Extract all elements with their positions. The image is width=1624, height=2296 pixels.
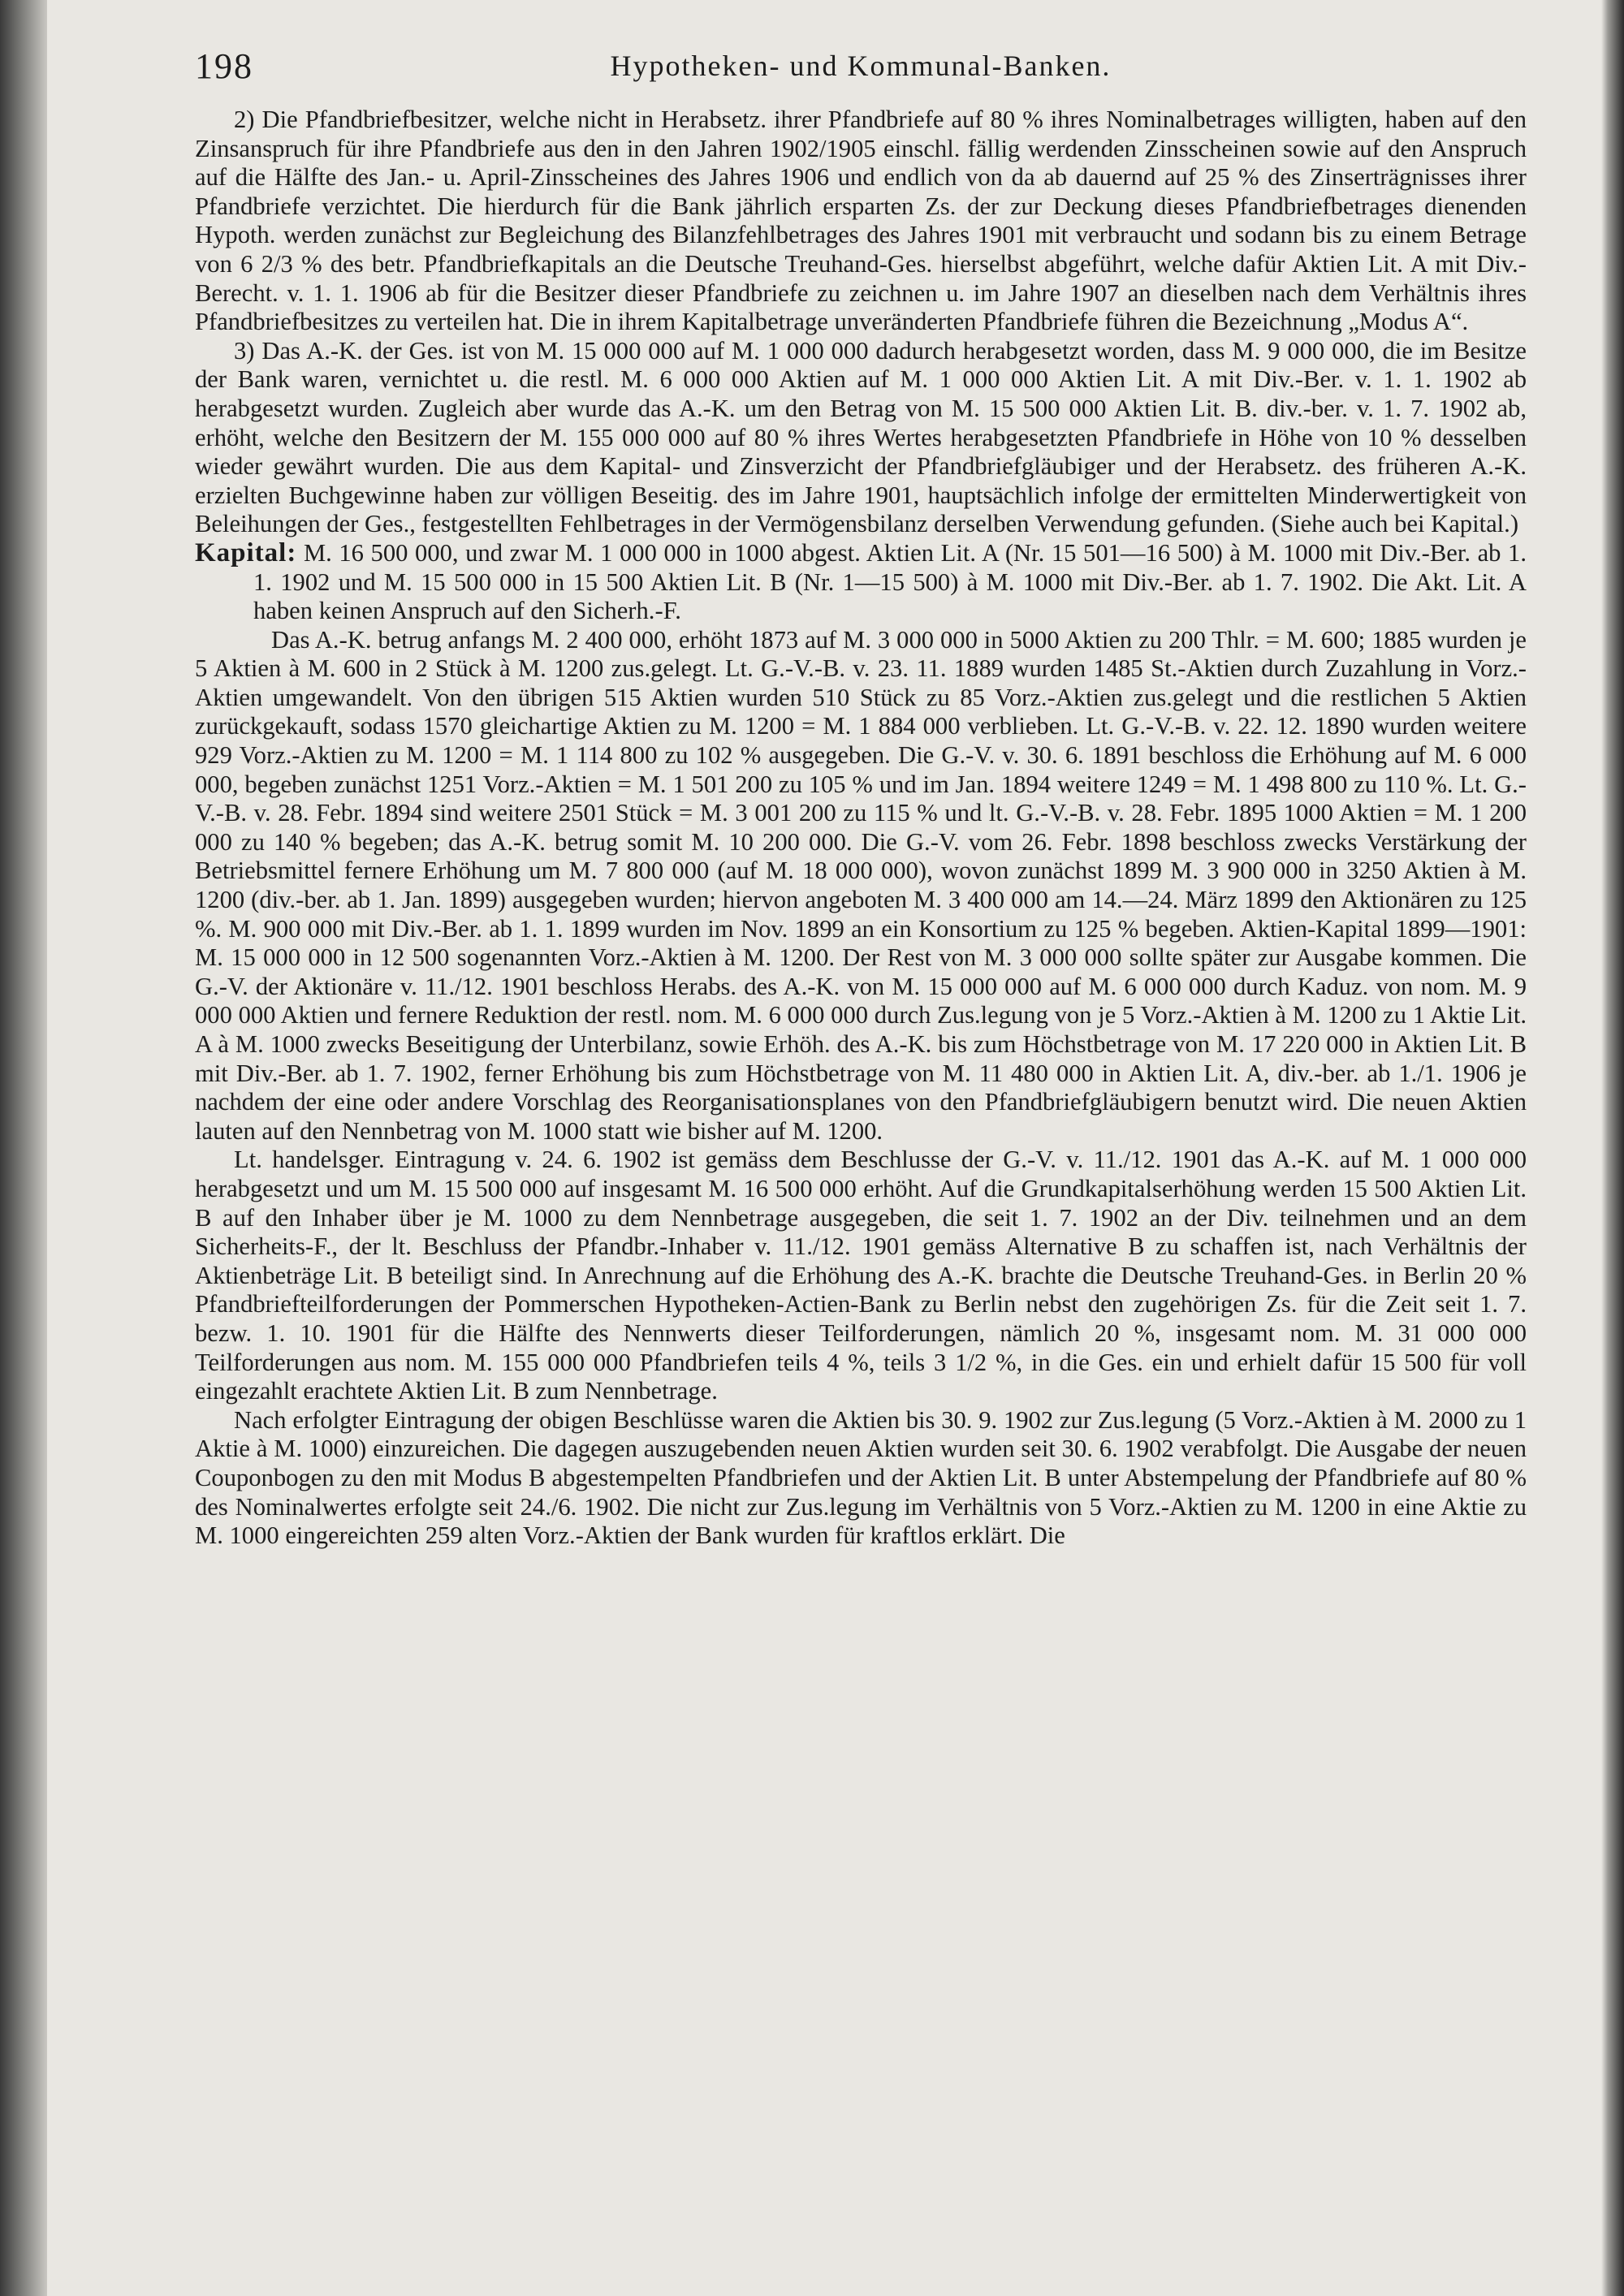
kapital-section bbox=[195, 539, 1527, 1551]
running-head: Hypotheken- und Kommunal-Banken. bbox=[610, 50, 1112, 82]
kapital-consolidation-paragraph: Nach erfolgter Eintragung der obigen Beschlüsse waren die Aktien bis 30. 9. 1902 zur Zus.legung (5 Vorz.-Aktien à M. 2000 zu 1 Aktie à M. 1000) einzureichen. Die dagegen auszugebenden neuen Aktien wurden seit 30. 6. 1902 verabfolgt. Die Ausgabe der neuen Couponbogen zu den mit Modus B abgestempelten Pfandbriefen und der Aktien Lit. B unter Abstempelung der Pfandbriefe auf 80 % des Nominalwertes erfolgte seit 24./6. 1902. Die nicht zur Zus.legung im Verhältnis von 5 Vorz.-Aktien zu M. 1200 in eine Aktie zu M. 1000 eingereichten 259 alten Vorz.-Aktien der Bank wurden für kraftlos erklärt. Die bbox=[195, 1405, 1527, 1550]
page-header bbox=[195, 41, 1527, 106]
scan-right-edge bbox=[1601, 0, 1624, 2296]
scan-left-edge bbox=[0, 0, 47, 2296]
kapital-registration-paragraph: Lt. handelsger. Eintragung v. 24. 6. 1902 ist gemäss dem Beschlusse der G.-V. v. 11./12. 1901 das A.-K. auf M. 1 000 000 herabgesetzt und um M. 15 500 000 auf insgesamt M. 16 500 000 erhöht. Auf die Grundkapitalserhöhung werden 15 500 Aktien Lit. B auf den Inhaber über je M. 1000 zu dem Nennbetrage ausgegeben, die seit 1. 7. 1902 an der Div. teilnehmen und an dem Sicherheits-F., der lt. Beschluss der Pfandbr.-Inhaber v. 11./12. 1901 gemäss Alternative B zu schaffen ist, nach Verhältnis der Aktienbeträge Lit. B beteiligt sind. In Anrechnung auf die Erhöhung des A.-K. brachte die Deutsche Treuhand-Ges. in Berlin 20 % Pfandbriefteilforderungen der Pommerschen Hypotheken-Actien-Bank zu Berlin nebst den zugehörigen Zs. für die Zeit seit 1. 7. bezw. 1. 10. 1901 für die Hälfte des Nennwerts dieser Teilforderungen, nämlich 20 %, insgesamt nom. M. 31 000 000 Teilforderungen aus nom. M. 155 000 000 Pfandbriefen teils 4 %, teils 3 1/2 %, in die Ges. ein und erhielt dafür 15 500 für voll eingezahlt erachtete Aktien Lit. B zum Nennbetrage. bbox=[195, 1146, 1527, 1405]
kapital-first-paragraph bbox=[195, 539, 1527, 626]
paragraph-3: 3) Das A.-K. der Ges. ist von M. 15 000 000 auf M. 1 000 000 dadurch herabgesetzt worden, dass M. 9 000 000, die im Besitze der Bank waren, vernichtet u. die restl. M. 6 000 000 Aktien auf M. 1 000 000 Aktien Lit. A mit Div.-Ber. v. 1. 1. 1902 ab herabgesetzt wurden. Zugleich aber wurde das A.-K. um den Betrag von M. 15 500 000 Aktien Lit. B. div.-ber. v. 1. 7. 1902 ab, erhöht, welche den Besitzern der M. 155 000 000 auf 80 % ihres Wertes herabgesetzten Pfandbriefe in Höhe von 10 % desselben wieder gewährt wurden. Die aus dem Kapital- und Zinsverzicht der Pfandbriefgläubiger und der Herabsetz. des früheren A.-K. erzielten Buchgewinne haben zur völligen Beseitig. des im Jahre 1901, hauptsächlich infolge der ermittelten Minderwertigkeit von Beleihungen der Ges., festgestellten Fehlbetrages in der Vermögensbilanz derselben Verwendung gefunden. (Siehe auch bei Kapital.) bbox=[195, 336, 1527, 538]
document-body bbox=[195, 106, 1527, 1551]
paragraph-2: 2) Die Pfandbriefbesitzer, welche nicht in Herabsetz. ihrer Pfandbriefe auf 80 % ihres Nominalbetrages willigten, haben auf den Zinsanspruch für ihre Pfandbriefe aus den in den Jahren 1902/1905 einschl. fällig werdenden Zinsscheinen sowie auf den Anspruch auf die Hälfte des Jan.- u. April-Zinsscheines des Jahres 1906 und endlich von da ab dauernd auf 25 % des Zinserträgnisses ihrer Pfandbriefe verzichtet. Die hierdurch für die Bank jährlich ersparten Zs. der zur Deckung dieses Pfandbriefbetrages dienenden Hypoth. werden zunächst zur Begleichung des Bilanzfehlbetrages des Jahres 1901 mit verbraucht und sodann bis zu einem Betrage von 6 2/3 % des betr. Pfandbriefkapitals an die Deutsche Treuhand-Ges. hierselbst abgeführt, welche dafür Aktien Lit. A mit Div.-Berecht. v. 1. 1. 1906 ab für die Besitzer dieser Pfandbriefe zu zeichnen u. im Jahre 1907 an dieselben nach dem Verhältnis ihres Pfandbriefbesitzes zu verteilen hat. Die in ihrem Kapitalbetrage unveränderten Pfandbriefe führen die Bezeichnung „Modus A“. bbox=[195, 106, 1527, 336]
page-number: 198 bbox=[195, 46, 253, 86]
kapital-first-text: M. 16 500 000, und zwar M. 1 000 000 in 1000 abgest. Aktien Lit. A (Nr. 15 501—16 500) à M. 1000 mit Div.-Ber. ab 1. 1. 1902 und M. 15 500 000 in 15 500 Aktien Lit. B (Nr. 1—15 500) à M. 1000 mit Div.-Ber. ab 1. 7. 1902. Die Akt. Lit. A haben keinen Anspruch auf den Sicherh.-F. bbox=[253, 538, 1527, 625]
document-page bbox=[195, 41, 1527, 1551]
kapital-label: Kapital: bbox=[195, 537, 297, 568]
kapital-history-paragraph: Das A.-K. betrug anfangs M. 2 400 000, erhöht 1873 auf M. 3 000 000 in 5000 Aktien zu 200 Thlr. = M. 600; 1885 wurden je 5 Aktien à M. 600 in 2 Stück à M. 1200 zus.gelegt. Lt. G.-V.-B. v. 23. 11. 1889 wurden 1485 St.-Aktien durch Zuzahlung in Vorz.-Aktien umgewandelt. Von den übrigen 515 Aktien wurden 510 Stück zu 85 Vorz.-Aktien zus.gelegt und die restlichen 5 Aktien zurückgekauft, sodass 1570 gleichartige Aktien zu M. 1200 = M. 1 884 000 verblieben. Lt. G.-V.-B. v. 22. 12. 1890 wurden weitere 929 Vorz.-Aktien zu M. 1200 = M. 1 114 800 zu 102 % ausgegeben. Die G.-V. v. 30. 6. 1891 beschloss die Erhöhung auf M. 6 000 000, begeben zunächst 1251 Vorz.-Aktien = M. 1 501 200 zu 105 % und im Jan. 1894 weitere 1249 = M. 1 498 800 zu 110 %. Lt. G.-V.-B. v. 28. Febr. 1894 sind weitere 2501 Stück = M. 3 001 200 zu 115 % und lt. G.-V.-B. v. 28. Febr. 1895 1000 Aktien = M. 1 200 000 zu 140 % begeben; das A.-K. betrug somit M. 10 200 000. Die G.-V. vom 26. Febr. 1898 beschloss zwecks Verstärkung der Betriebsmittel fernere Erhöhung um M. 7 800 000 (auf M. 18 000 000), wovon zunächst 1899 M. 3 900 000 in 3250 Aktien à M. 1200 (div.-ber. ab 1. Jan. 1899) ausgegeben wurden; hiervon angeboten M. 3 400 000 am 14.—24. März 1899 den Aktionären zu 125 %. M. 900 000 mit Div.-Ber. ab 1. 1. 1899 wurden im Nov. 1899 an ein Konsortium zu 125 % begeben. Aktien-Kapital 1899—1901: M. 15 000 000 in 12 500 sogenannten Vorz.-Aktien à M. 1200. Der Rest von M. 3 000 000 sollte später zur Ausgabe kommen. Die G.-V. der Aktionäre v. 11./12. 1901 beschloss Herabs. des A.-K. von M. 15 000 000 auf M. 6 000 000 durch Kaduz. von nom. M. 9 000 000 Aktien und fernere Reduktion der restl. nom. M. 6 000 000 durch Zus.legung von je 5 Vorz.-Aktien à M. 1200 zu 1 Aktie Lit. A à M. 1000 zwecks Beseitigung der Unterbilanz, sowie Erhöh. des A.-K. bis zum Höchstbetrage von M. 17 220 000 in Aktien Lit. B mit Div.-Ber. ab 1. 7. 1902, ferner Erhöhung bis zum Höchstbetrage von M. 11 480 000 in Aktien Lit. A, div.-ber. ab 1./1. 1906 je nachdem der eine oder andere Vorschlag des Reorganisationsplanes von den Pfandbriefgläubigern benutzt wird. Die neuen Aktien lauten auf den Nennbetrag von M. 1000 statt wie bisher auf M. 1200. bbox=[195, 625, 1527, 1145]
